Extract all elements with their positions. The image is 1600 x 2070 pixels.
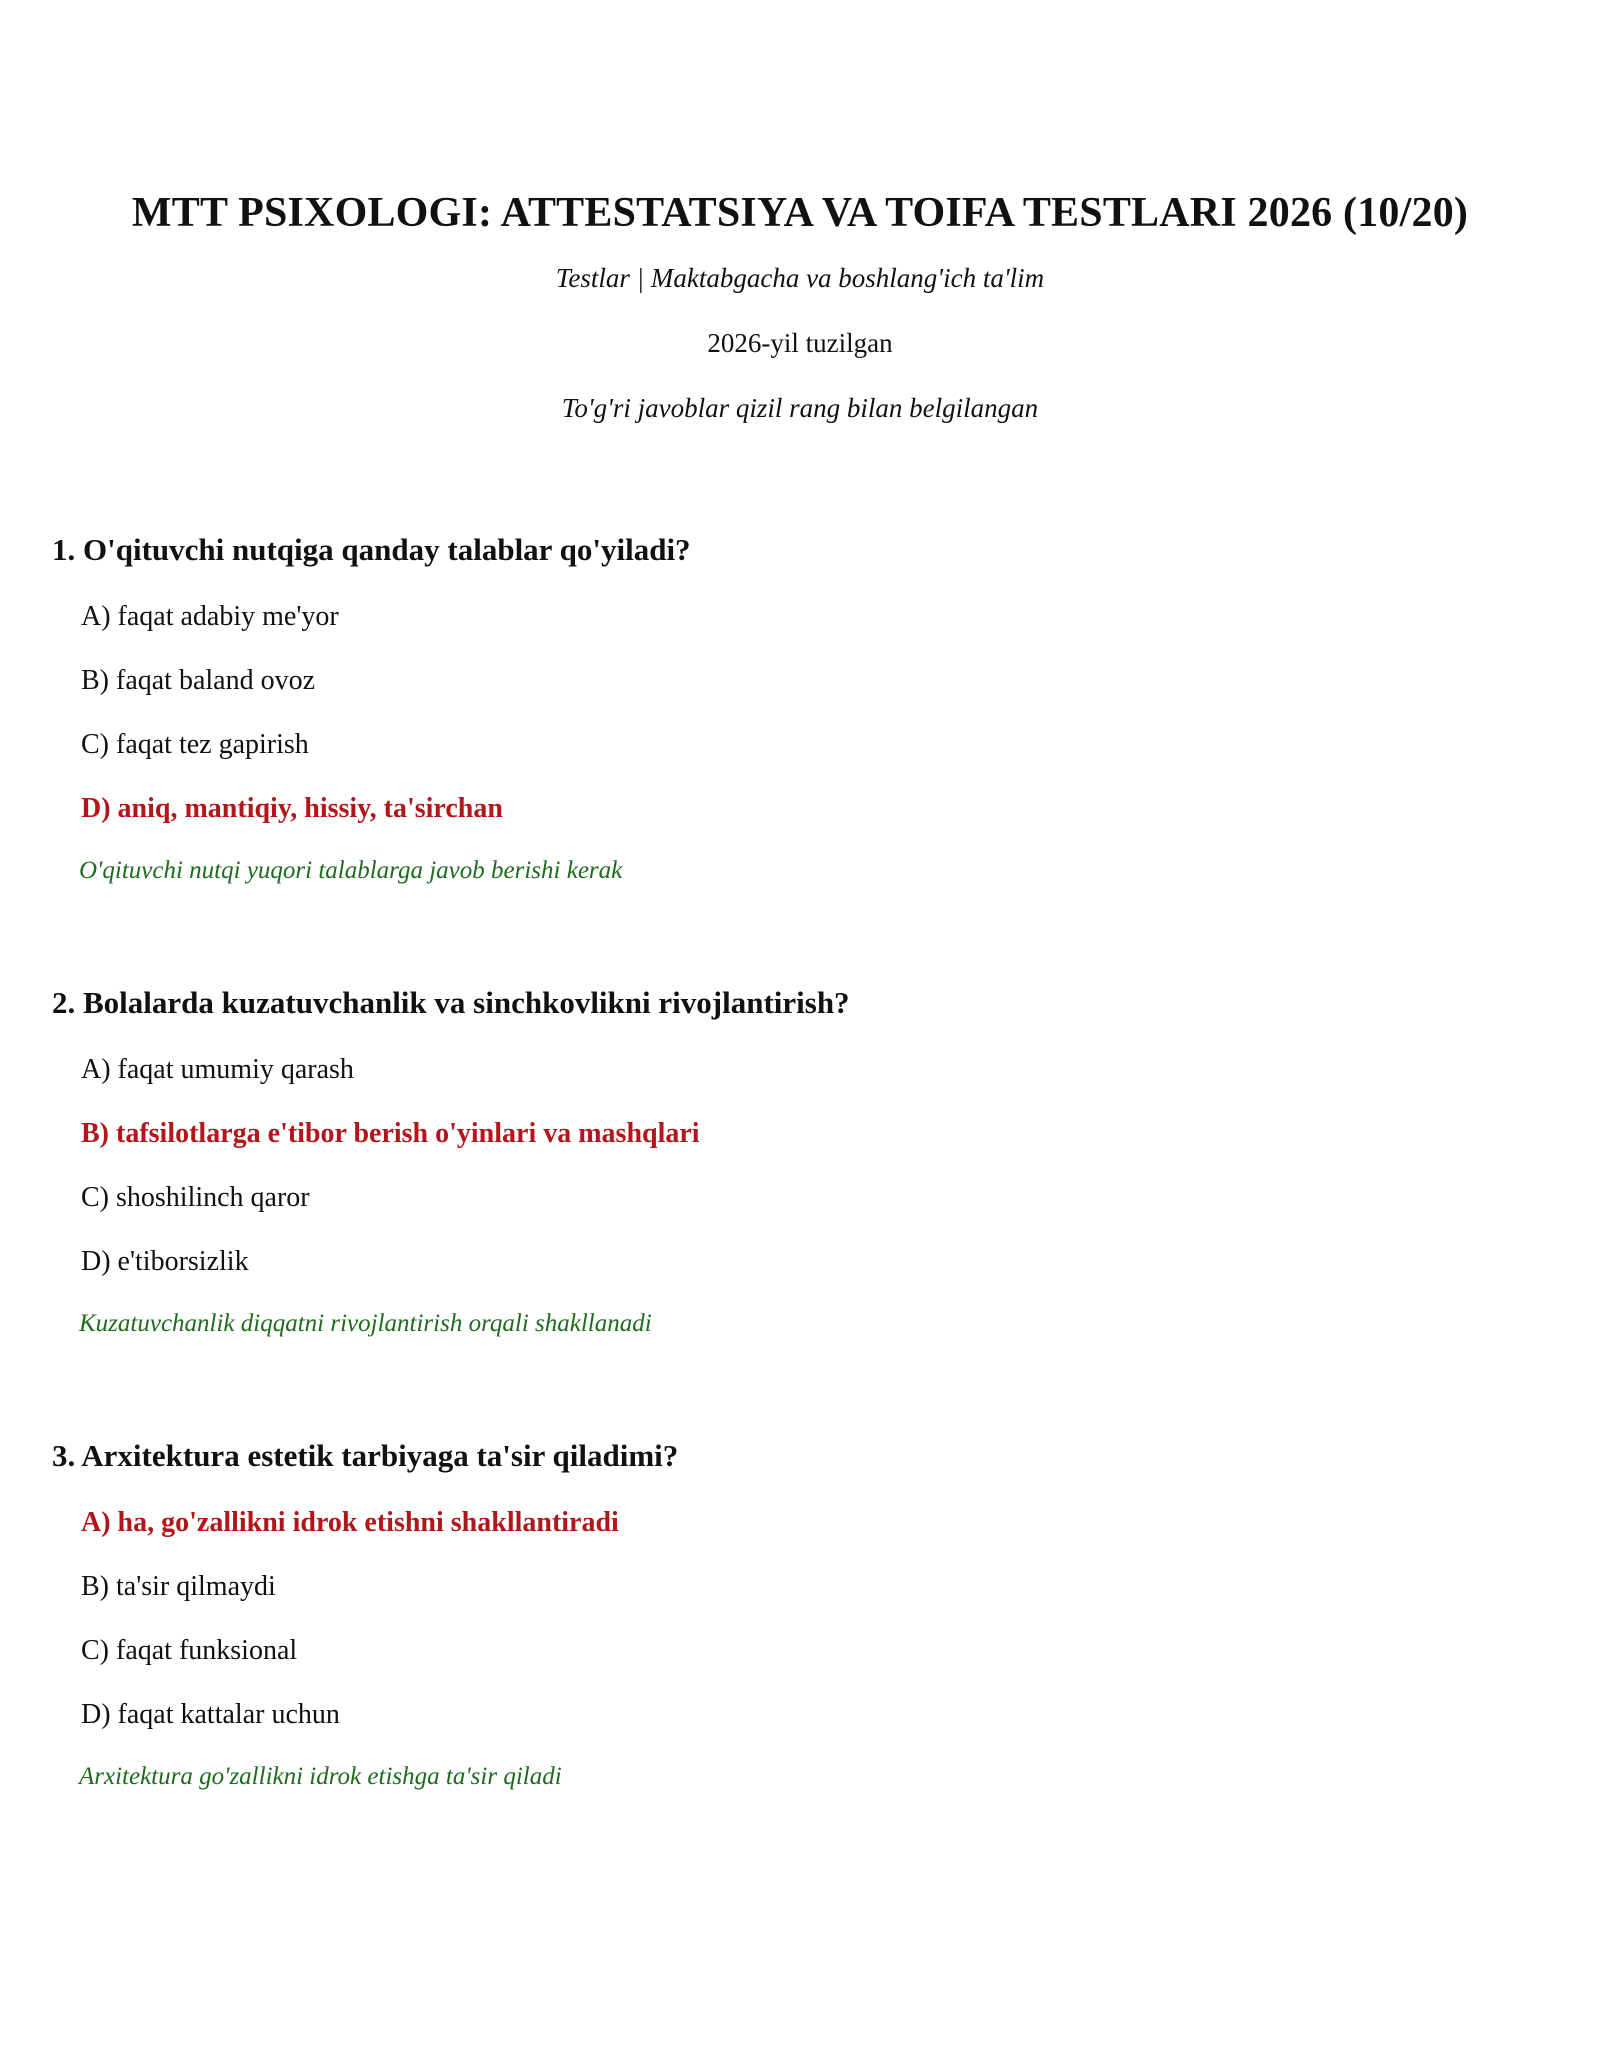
document-note: To'g'ri javoblar qizil rang bilan belgilangan <box>561 393 1039 423</box>
option-c: C) faqat tez gapirish <box>81 729 309 760</box>
options-list <box>52 1506 1552 1732</box>
explanation: O'qituvchi nutqi yuqori talablarga javob berishi kerak <box>79 857 623 884</box>
option-b: B) faqat baland ovoz <box>81 665 316 696</box>
option-d: D) e'tiborsizlik <box>81 1246 249 1277</box>
document-year: 2026-yil tuzilgan <box>707 328 893 358</box>
document-header <box>0 188 1600 424</box>
option-d: D) faqat kattalar uchun <box>81 1699 340 1730</box>
question-text: 3. Arxitektura estetik tarbiyaga ta'sir qiladimi? <box>52 1438 679 1473</box>
question-text: 1. O'qituvchi nutqiga qanday talablar qo'yiladi? <box>52 532 691 567</box>
option-b-correct: B) tafsilotlarga e'tibor berish o'yinlari va mashqlari <box>81 1118 700 1149</box>
options-list <box>52 600 1552 826</box>
option-a: A) faqat umumiy qarash <box>81 1054 354 1085</box>
question-3 <box>52 1436 1552 1792</box>
question-text: 2. Bolalarda kuzatuvchanlik va sinchkovlikni rivojlantirish? <box>52 985 850 1020</box>
option-a-correct: A) ha, go'zallikni idrok etishni shakllantiradi <box>81 1507 619 1538</box>
option-b: B) ta'sir qilmaydi <box>81 1571 276 1602</box>
question-1 <box>52 530 1552 886</box>
document-subtitle: Testlar | Maktabgacha va boshlang'ich ta'lim <box>555 263 1045 293</box>
question-2 <box>52 983 1552 1339</box>
document-title: MTT PSIXOLOGI: ATTESTATSIYA VA TOIFA TESTLARI 2026 (10/20) <box>131 190 1469 236</box>
options-list <box>52 1053 1552 1279</box>
option-a: A) faqat adabiy me'yor <box>81 601 339 632</box>
explanation: Arxitektura go'zallikni idrok etishga ta'sir qiladi <box>79 1763 562 1790</box>
explanation: Kuzatuvchanlik diqqatni rivojlantirish orqali shakllanadi <box>79 1310 652 1337</box>
option-c: C) faqat funksional <box>81 1635 298 1666</box>
option-d-correct: D) aniq, mantiqiy, hissiy, ta'sirchan <box>81 793 503 824</box>
option-c: C) shoshilinch qaror <box>81 1182 310 1213</box>
